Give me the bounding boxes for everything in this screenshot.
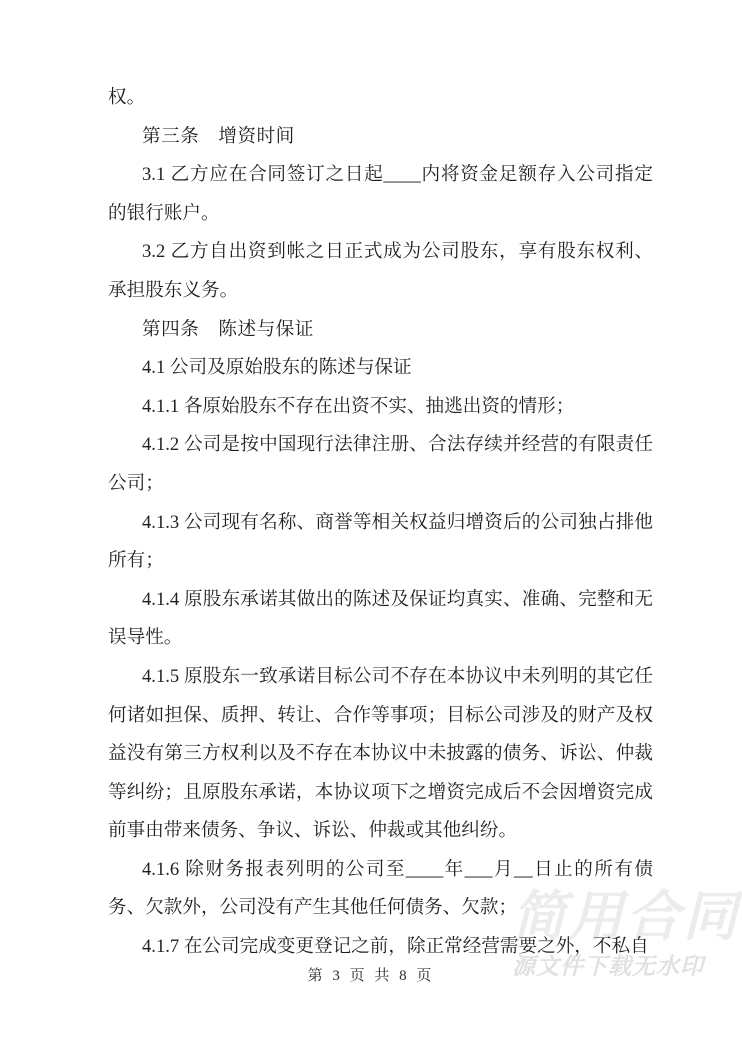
clause-4-1-5: 4.1.5 原股东一致承诺目标公司不存在本协议中未列明的其它任何诸如担保、质押、转让、合作等事项；目标公司涉及的财产及权益没有第三方权利以及不存在本协议中未披露的债务、诉讼、仲裁等纠纷；且原股东承诺，本协议项下之增资完成后不会因增资完成前事由带来债务、争议、诉讼、仲裁或其他纠纷。 [108, 665, 653, 842]
clause-4-1-4: 4.1.4 原股东承诺其做出的陈述及保证均真实、准确、完整和无误导性。 [108, 588, 653, 649]
clause-4-1-1: 4.1.1 各原始股东不存在出资不实、抽逃出资的情形； [142, 395, 575, 417]
clause-4-1-7: 4.1.7 在公司完成变更登记之前，除正常经营需要之外，不私自 [142, 936, 649, 958]
clause-4-1: 4.1 公司及原始股东的陈述与保证 [142, 357, 412, 379]
clause-continuation: 权。 [108, 87, 146, 108]
heading-article-3: 第三条 增资时间 [142, 125, 295, 147]
watermark-brand-text: 简用合同 [512, 887, 740, 947]
watermark-tagline-text: 源文件下载无水印 [512, 953, 704, 979]
clause-3-2: 3.2 乙方自出资到帐之日正式成为公司股东，享有股东权利、承担股东义务。 [108, 241, 653, 301]
clause-4-1-2: 4.1.2 公司是按中国现行法律注册、合法存续并经营的有限责任公司； [108, 434, 653, 494]
contract-body [108, 79, 653, 967]
clause-3-1: 3.1 乙方应在合同签订之日起____内将资金足额存入公司指定的银行账户。 [108, 164, 653, 224]
clause-4-1-3: 4.1.3 公司现有名称、商誉等相关权益归增资后的公司独占排他所有； [108, 511, 653, 572]
page-number-indicator: 第 3 页 共 8 页 [307, 968, 435, 984]
heading-article-4: 第四条 陈述与保证 [142, 318, 314, 340]
clause-4-1-6: 4.1.6 除财务报表列明的公司至____年___月__日止的所有债务、欠款外，公司没有产生其他任何债务、欠款； [108, 858, 653, 919]
